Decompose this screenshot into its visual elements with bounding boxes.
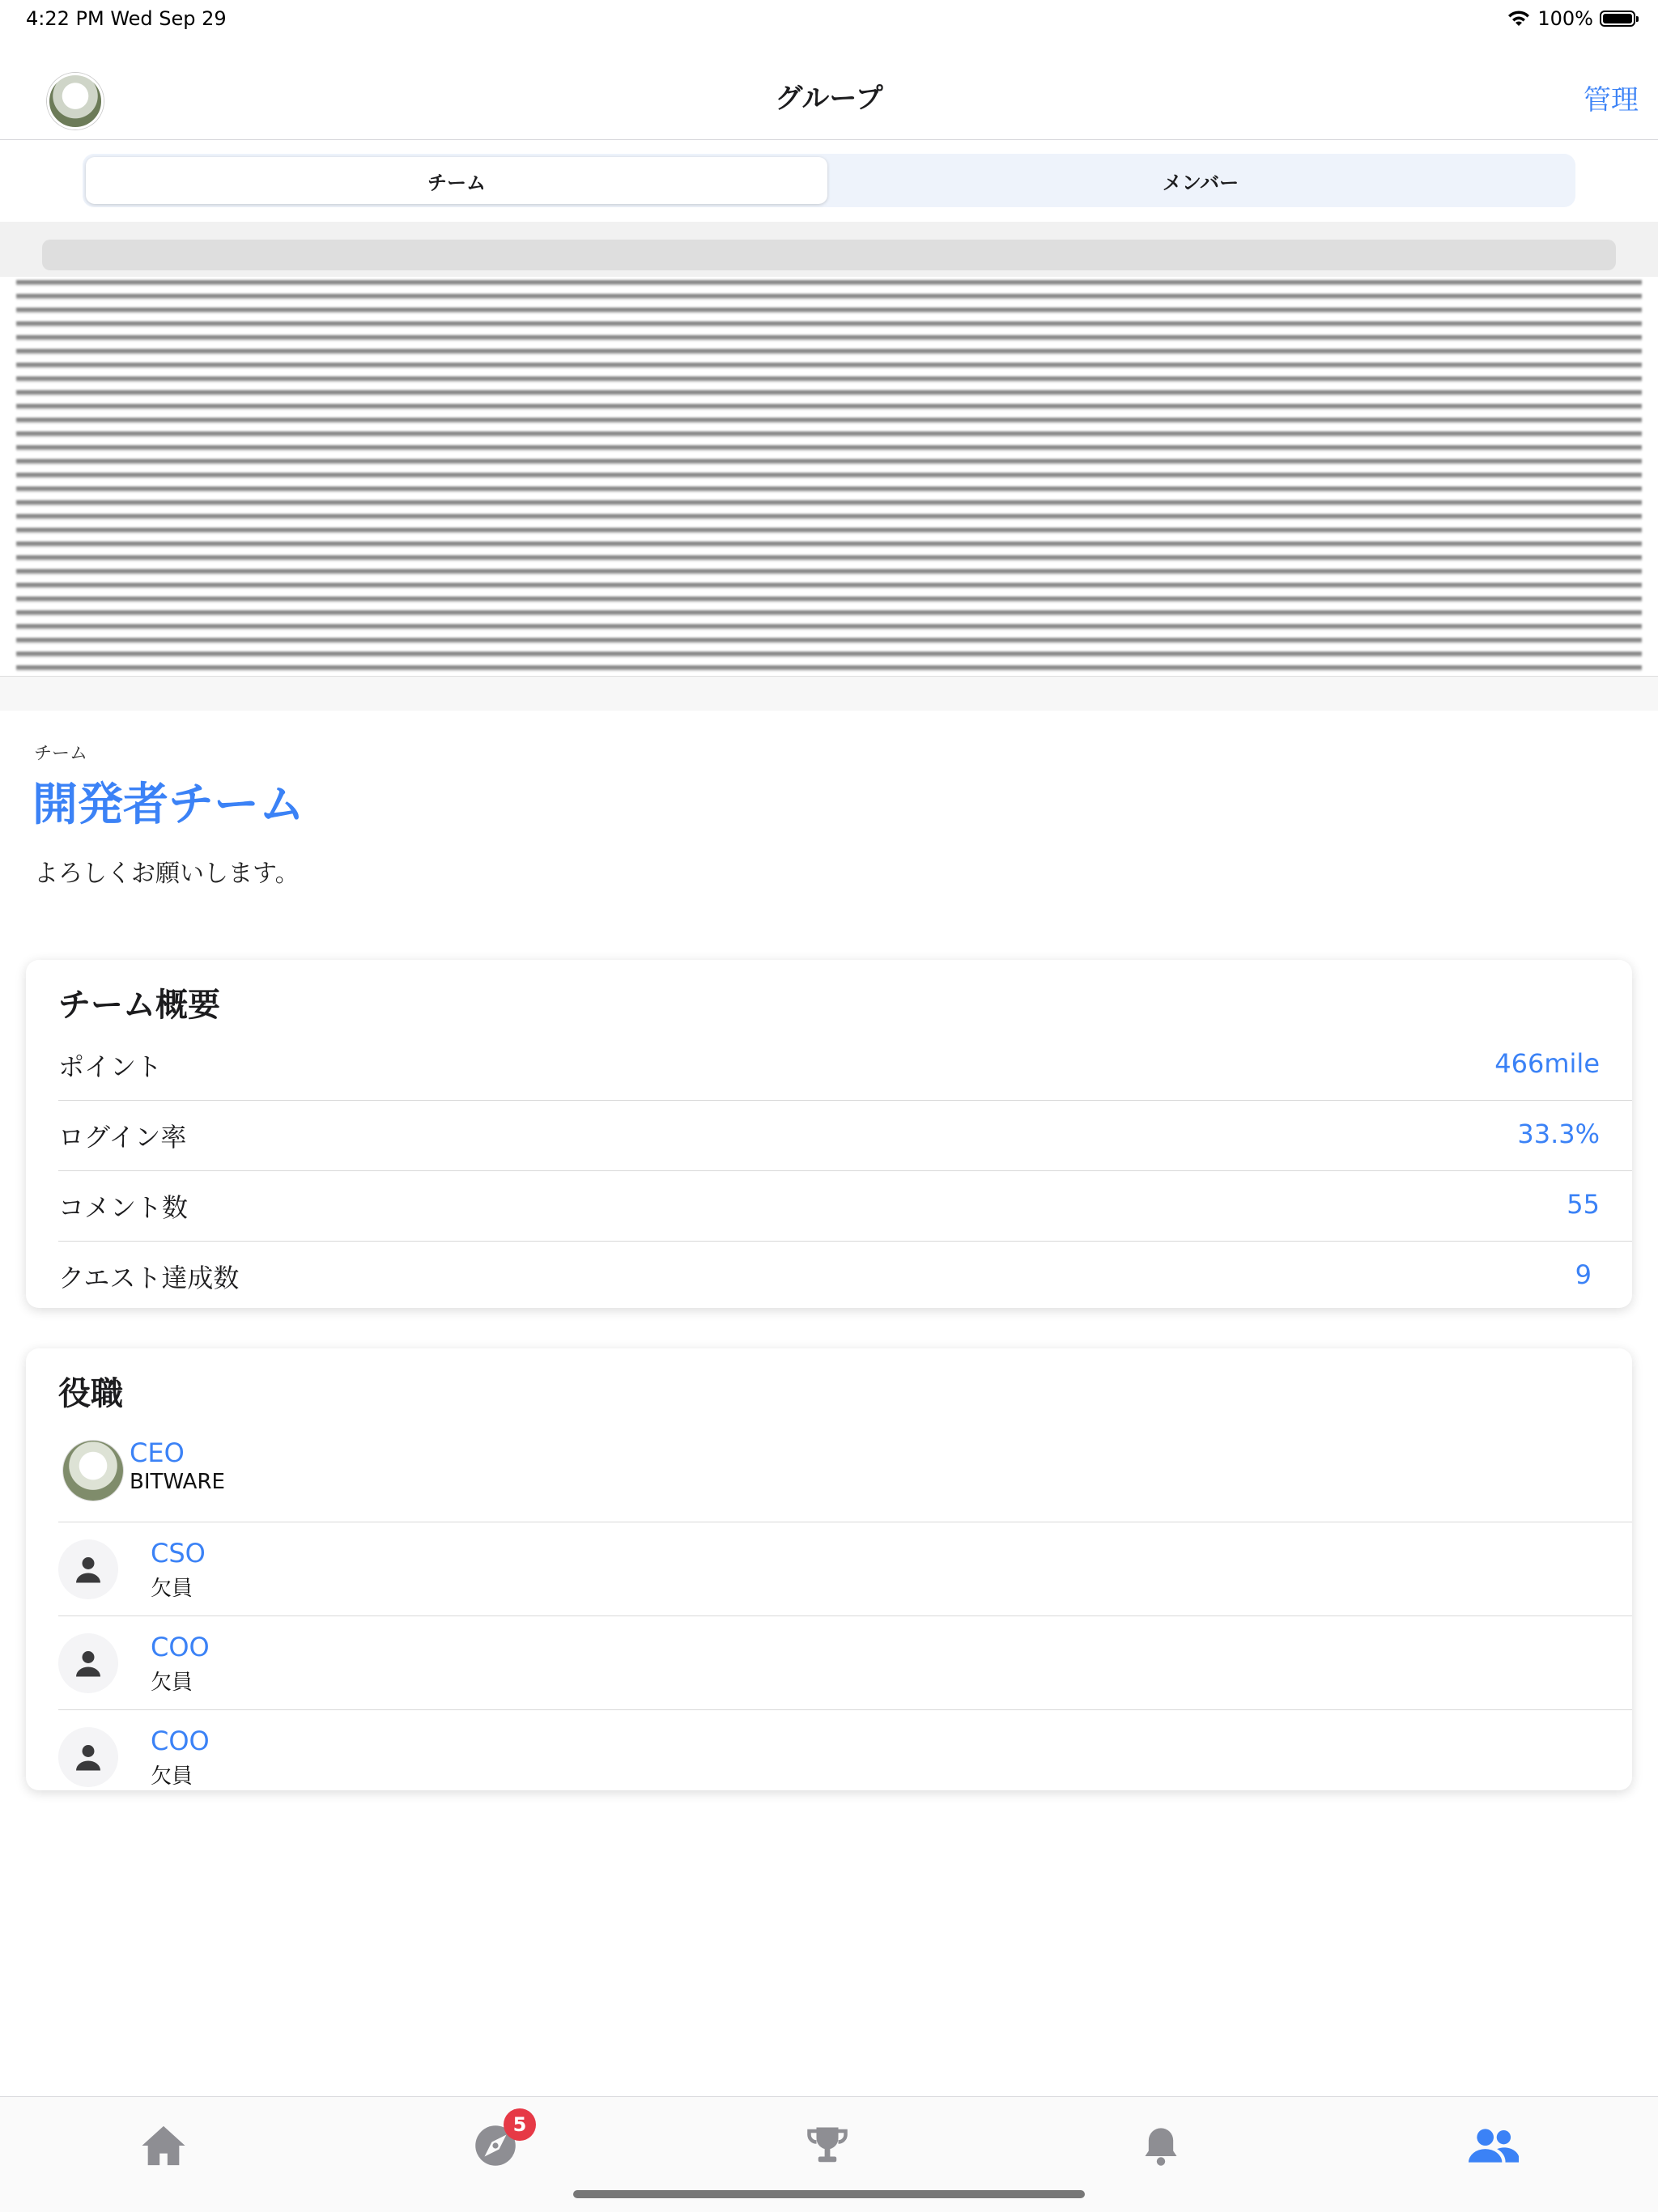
- person-icon: [58, 1633, 118, 1693]
- overview-title: チーム概要: [58, 987, 220, 1024]
- role-holder: 欠員: [151, 1764, 193, 1789]
- team-name: 開発者チーム: [32, 779, 304, 831]
- stat-label: ポイント: [58, 1051, 163, 1082]
- role-title: CSO: [151, 1538, 206, 1569]
- status-right: [1507, 7, 1635, 30]
- tab-notifications[interactable]: [1135, 2120, 1187, 2172]
- person-icon: [58, 1539, 118, 1599]
- wifi-icon: [1507, 10, 1531, 28]
- role-title: COO: [151, 1726, 210, 1756]
- embedded-document-text: [16, 280, 1642, 711]
- role-row-coo-2[interactable]: [58, 1709, 1632, 1790]
- role-title: CEO: [130, 1437, 185, 1468]
- team-overview-card: [26, 960, 1632, 1308]
- segmented-control: [83, 154, 1575, 207]
- stat-label: ログイン率: [58, 1122, 187, 1153]
- role-row-cso[interactable]: [58, 1522, 1632, 1616]
- page-title: グループ: [775, 83, 883, 115]
- stat-value: 55: [1567, 1189, 1600, 1220]
- stat-label: クエスト達成数: [58, 1263, 240, 1293]
- notification-badge: 5: [504, 2108, 536, 2141]
- embedded-toolbar: [0, 676, 1658, 711]
- embedded-url-bar: [42, 240, 1616, 270]
- battery-percent: 100%: [1537, 7, 1593, 30]
- trophy-icon: [805, 2124, 850, 2167]
- member-avatar: [63, 1441, 123, 1501]
- role-holder: 欠員: [151, 1671, 193, 1695]
- stat-row-comments: [58, 1171, 1632, 1242]
- roles-title: 役職: [58, 1375, 123, 1412]
- embedded-browser-bar: [0, 222, 1658, 277]
- navigation-bar: [0, 39, 1658, 140]
- bell-icon: [1140, 2124, 1182, 2167]
- stat-row-login-rate: [58, 1101, 1632, 1171]
- stat-row-quests: [58, 1242, 1632, 1311]
- home-indicator: [573, 2190, 1085, 2198]
- stat-value: 33.3%: [1517, 1119, 1600, 1149]
- status-time: 4:22 PM Wed Sep 29: [26, 7, 227, 30]
- stat-label: コメント数: [58, 1192, 189, 1223]
- team-caption: チーム: [34, 744, 88, 764]
- stat-value: 9: [1575, 1259, 1592, 1290]
- manage-button[interactable]: 管理: [1584, 84, 1639, 117]
- stat-row-points: [58, 1030, 1632, 1101]
- role-holder: 欠員: [151, 1577, 193, 1601]
- tab-ranking[interactable]: [801, 2120, 853, 2172]
- tab-group[interactable]: [1465, 2120, 1522, 2172]
- role-row-ceo[interactable]: [58, 1421, 1632, 1522]
- tab-home[interactable]: [138, 2120, 189, 2172]
- team-description: よろしくお願いします。: [34, 860, 300, 888]
- group-icon: [1469, 2125, 1519, 2166]
- team-cover-image: [0, 222, 1658, 711]
- home-icon: [140, 2124, 187, 2167]
- segment-members[interactable]: メンバー: [1162, 171, 1239, 194]
- role-title: COO: [151, 1632, 210, 1662]
- roles-card: [26, 1348, 1632, 1790]
- battery-icon: [1600, 11, 1635, 27]
- stat-value: 466mile: [1494, 1048, 1600, 1079]
- status-bar: [0, 0, 1658, 39]
- person-icon: [58, 1727, 118, 1787]
- segment-team[interactable]: チーム: [86, 157, 827, 204]
- role-holder: BITWARE: [130, 1470, 225, 1494]
- role-row-coo[interactable]: [58, 1615, 1632, 1710]
